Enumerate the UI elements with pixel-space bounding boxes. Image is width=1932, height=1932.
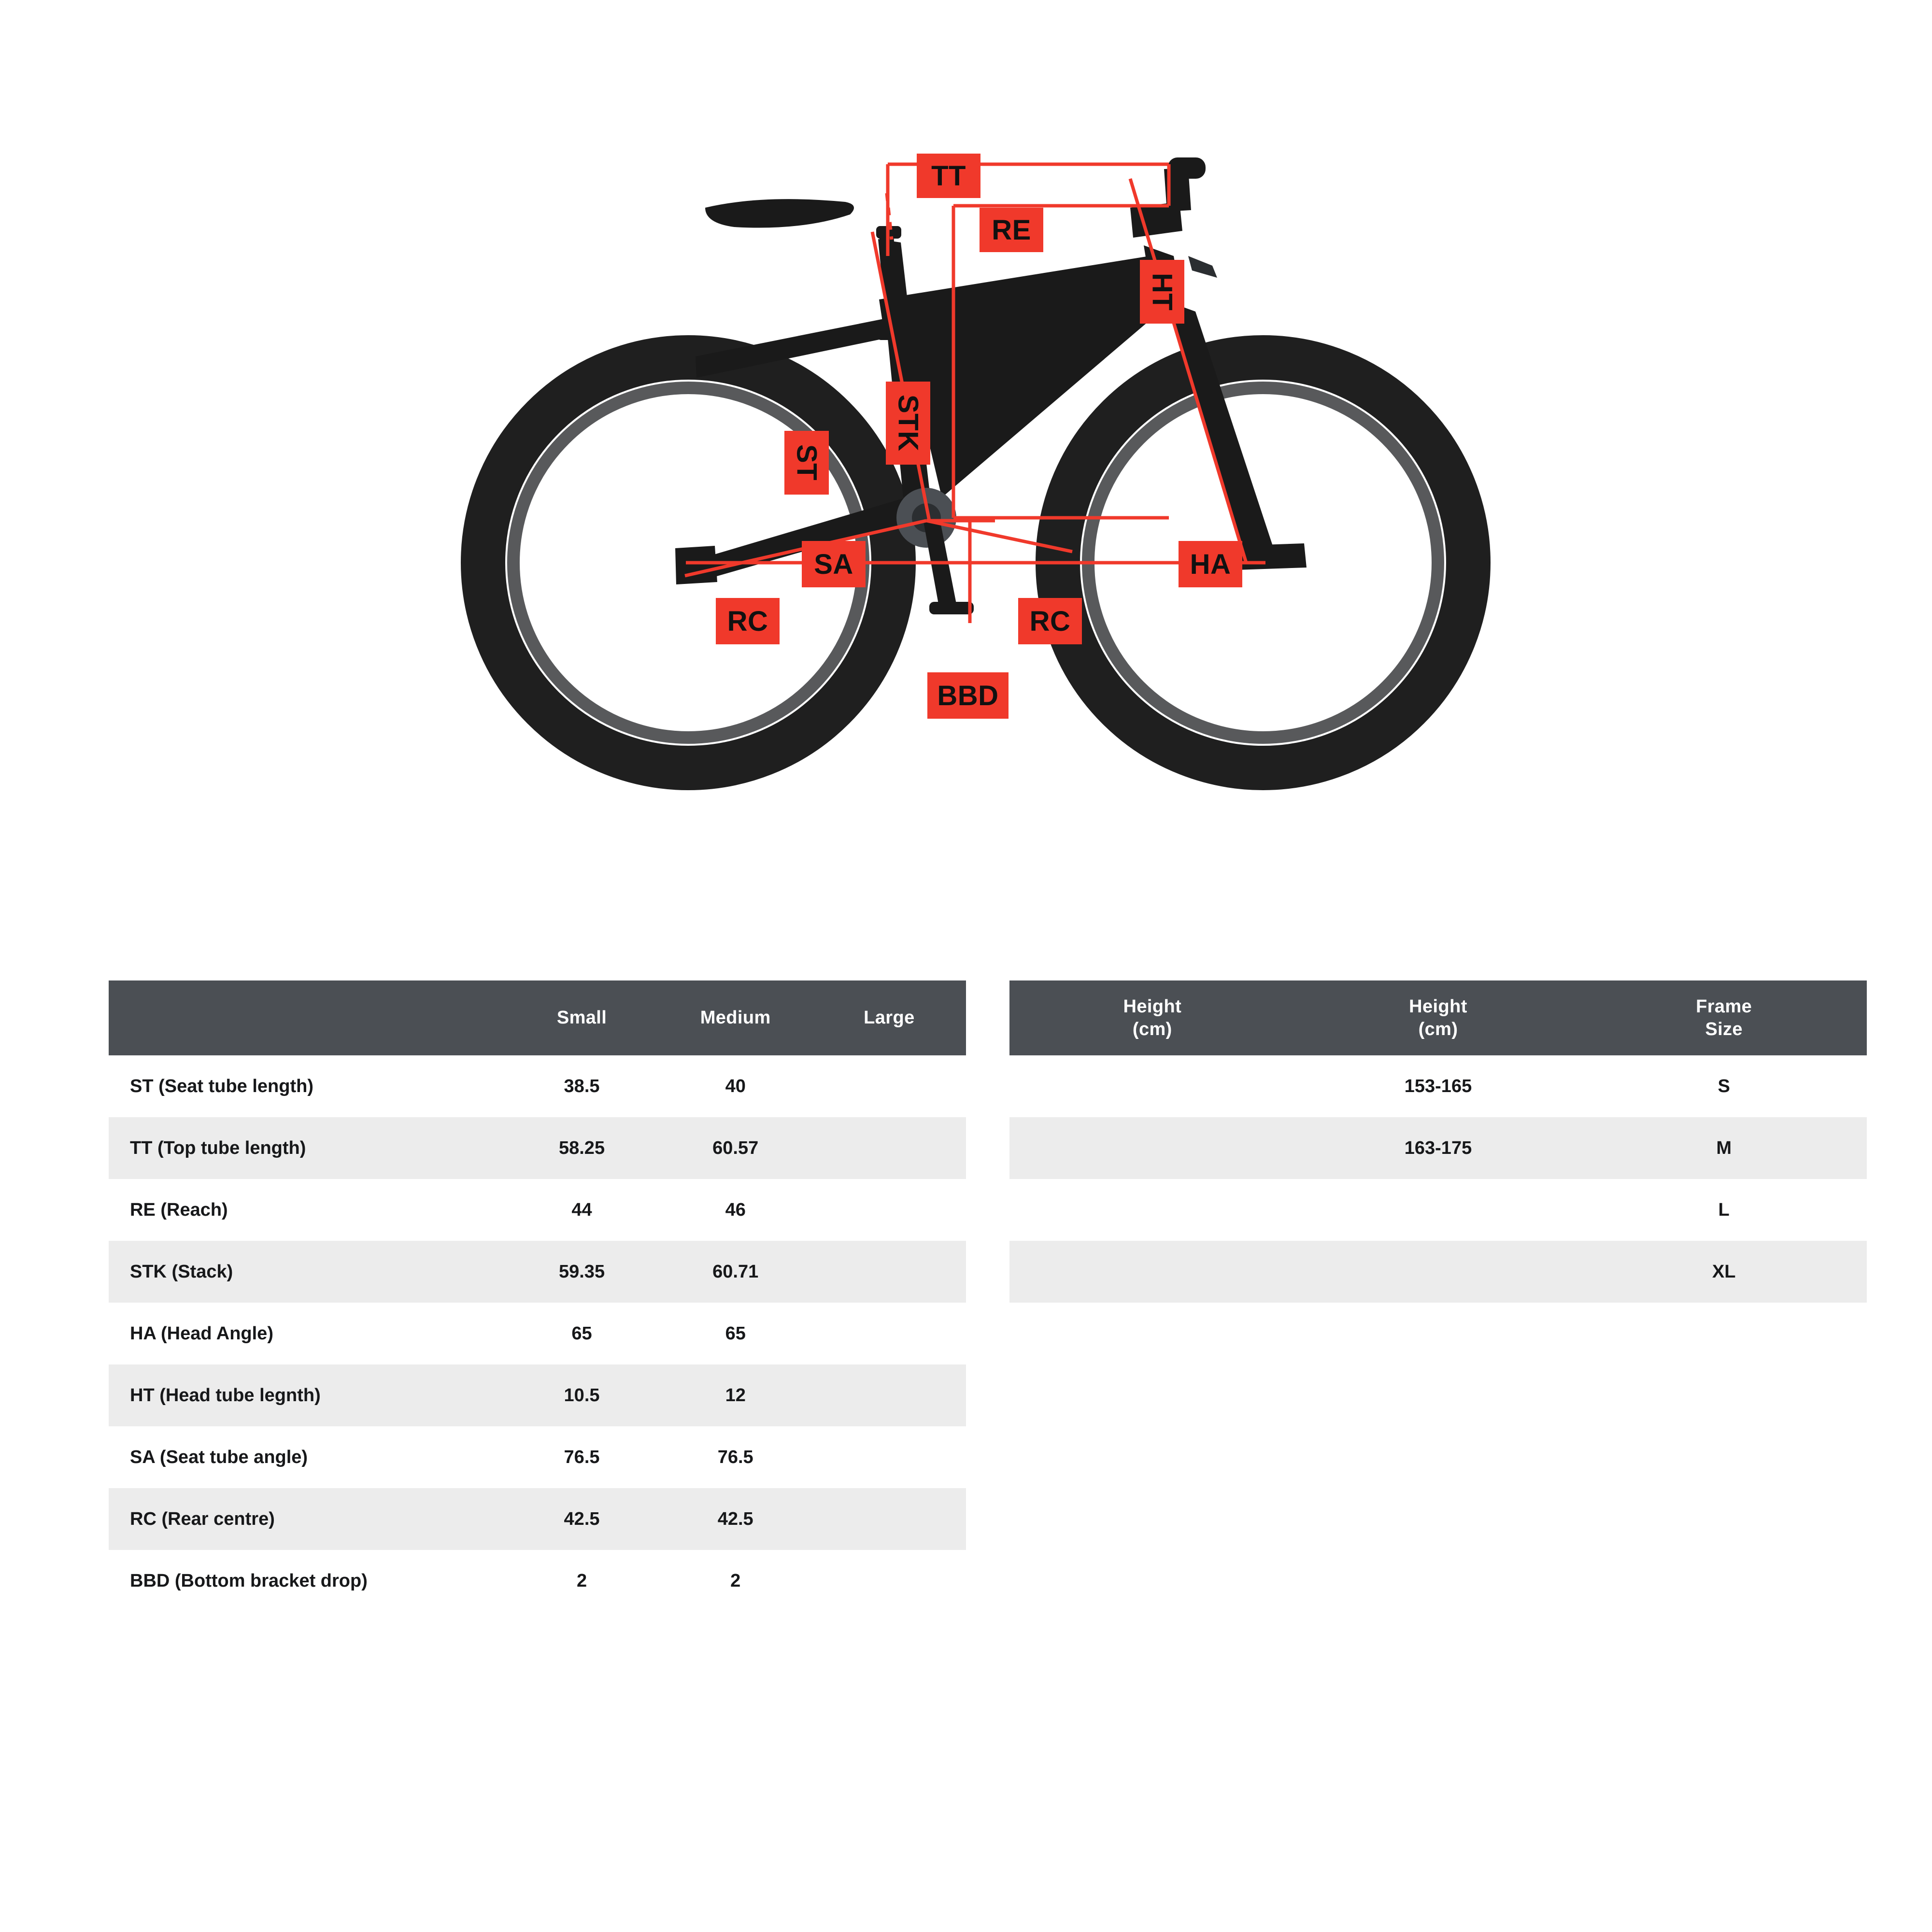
table-row: [109, 1117, 966, 1179]
table-row: [1009, 1179, 1867, 1241]
tag-re-label: RE: [992, 214, 1031, 246]
size-row-frame-size: S: [1718, 1076, 1730, 1096]
size-header-frame-size: [1581, 980, 1867, 1055]
row-small-value: 38.5: [564, 1076, 600, 1096]
tag-ha-label: HA: [1190, 548, 1231, 580]
size-row-frame-size: M: [1716, 1137, 1732, 1158]
table-row: [109, 1550, 966, 1612]
geometry-header-blank: [109, 980, 505, 1055]
row-label: RE (Reach): [130, 1199, 228, 1220]
tag-rc-right: [1018, 598, 1082, 644]
size-row-col2: 163-175: [1404, 1137, 1472, 1158]
table-row: [109, 1055, 966, 1117]
tag-sa-label: SA: [814, 548, 853, 580]
size-row-col1: [1009, 1241, 1295, 1303]
size-header-frame-size-line2: Size: [1705, 1019, 1743, 1039]
row-large-value: [812, 1055, 966, 1117]
geometry-table-header: [109, 980, 966, 1055]
size-table-header: [1009, 980, 1867, 1055]
row-large-value: [812, 1303, 966, 1364]
size-row-col1: [1009, 1117, 1295, 1179]
row-label: HA (Head Angle): [130, 1323, 273, 1344]
saddle-and-seatpost: [705, 199, 901, 251]
size-row-col2: [1295, 1241, 1581, 1303]
size-header-height-1: [1009, 980, 1295, 1055]
row-large-value: [812, 1364, 966, 1426]
size-header-frame-size-line1: Frame: [1696, 996, 1752, 1017]
row-small-value: 58.25: [558, 1137, 605, 1158]
tag-bbd-label: BBD: [937, 680, 999, 711]
tag-tt: [917, 154, 980, 198]
geometry-header-medium: Medium: [700, 1008, 771, 1028]
size-header-height-2-line1: Height: [1409, 996, 1467, 1017]
tag-st-label: ST: [791, 444, 823, 481]
row-large-value: [812, 1426, 966, 1488]
row-medium-value: 65: [725, 1323, 746, 1344]
row-label: STK (Stack): [130, 1261, 233, 1282]
table-row: [109, 1179, 966, 1241]
row-label: ST (Seat tube length): [130, 1076, 313, 1096]
tag-sa: [802, 541, 866, 587]
tag-ht-label: HT: [1146, 272, 1178, 311]
size-header-height-2-line2: (cm): [1418, 1019, 1458, 1039]
row-label: SA (Seat tube angle): [130, 1447, 308, 1467]
row-large-value: [812, 1117, 966, 1179]
bicycle-illustration: [396, 111, 1555, 836]
tag-rc-right-label: RC: [1029, 605, 1071, 637]
size-header-height-1-line1: Height: [1123, 996, 1182, 1017]
geometry-diagram: [0, 0, 1932, 918]
row-medium-value: 2: [730, 1570, 741, 1591]
tag-re: [980, 208, 1043, 252]
size-header-height-1-line2: (cm): [1132, 1019, 1172, 1039]
tag-ha: [1179, 541, 1242, 587]
table-row: [109, 1488, 966, 1550]
size-row-col1: [1009, 1055, 1295, 1117]
row-medium-value: 12: [725, 1385, 746, 1406]
row-large-value: [812, 1550, 966, 1612]
tag-ht: [1140, 260, 1184, 324]
row-medium-value: 60.57: [712, 1137, 759, 1158]
table-row: [1009, 1241, 1867, 1303]
tag-stk: [886, 382, 930, 465]
geometry-header-small: Small: [556, 1008, 607, 1028]
row-medium-value: 42.5: [717, 1508, 753, 1529]
tag-tt-label: TT: [931, 160, 966, 192]
row-medium-value: 76.5: [717, 1447, 753, 1467]
row-small-value: 59.35: [558, 1261, 605, 1282]
size-header-height-2: [1295, 980, 1581, 1055]
size-row-col1: [1009, 1179, 1295, 1241]
table-row: [1009, 1117, 1867, 1179]
table-row: [109, 1303, 966, 1364]
size-row-col2: 153-165: [1404, 1076, 1472, 1096]
row-small-value: 42.5: [564, 1508, 600, 1529]
geometry-header-large: Large: [864, 1008, 915, 1028]
row-label: TT (Top tube length): [130, 1137, 306, 1158]
rider-size-table: [1009, 980, 1867, 1303]
row-small-value: 44: [571, 1199, 592, 1220]
row-small-value: 76.5: [564, 1447, 600, 1467]
row-label: RC (Rear centre): [130, 1508, 275, 1529]
tag-st: [784, 431, 829, 495]
row-label: HT (Head tube legnth): [130, 1385, 321, 1406]
size-row-col2: [1295, 1179, 1581, 1241]
tag-bbd: [927, 672, 1009, 719]
row-large-value: [812, 1179, 966, 1241]
row-medium-value: 46: [725, 1199, 746, 1220]
table-row: [109, 1364, 966, 1426]
table-row: [109, 1241, 966, 1303]
tag-rc-left-label: RC: [727, 605, 768, 637]
row-small-value: 65: [571, 1323, 592, 1344]
row-small-value: 2: [576, 1570, 587, 1591]
size-row-frame-size: XL: [1712, 1261, 1736, 1282]
row-large-value: [812, 1488, 966, 1550]
table-row: [109, 1426, 966, 1488]
table-row: [1009, 1055, 1867, 1117]
tag-stk-label: STK: [892, 395, 924, 452]
row-medium-value: 60.71: [712, 1261, 759, 1282]
row-label: BBD (Bottom bracket drop): [130, 1570, 368, 1591]
row-medium-value: 40: [725, 1076, 746, 1096]
size-row-frame-size: L: [1718, 1199, 1730, 1220]
row-large-value: [812, 1241, 966, 1303]
geometry-table: [109, 980, 966, 1612]
tag-rc-left: [716, 598, 780, 644]
row-small-value: 10.5: [564, 1385, 600, 1406]
